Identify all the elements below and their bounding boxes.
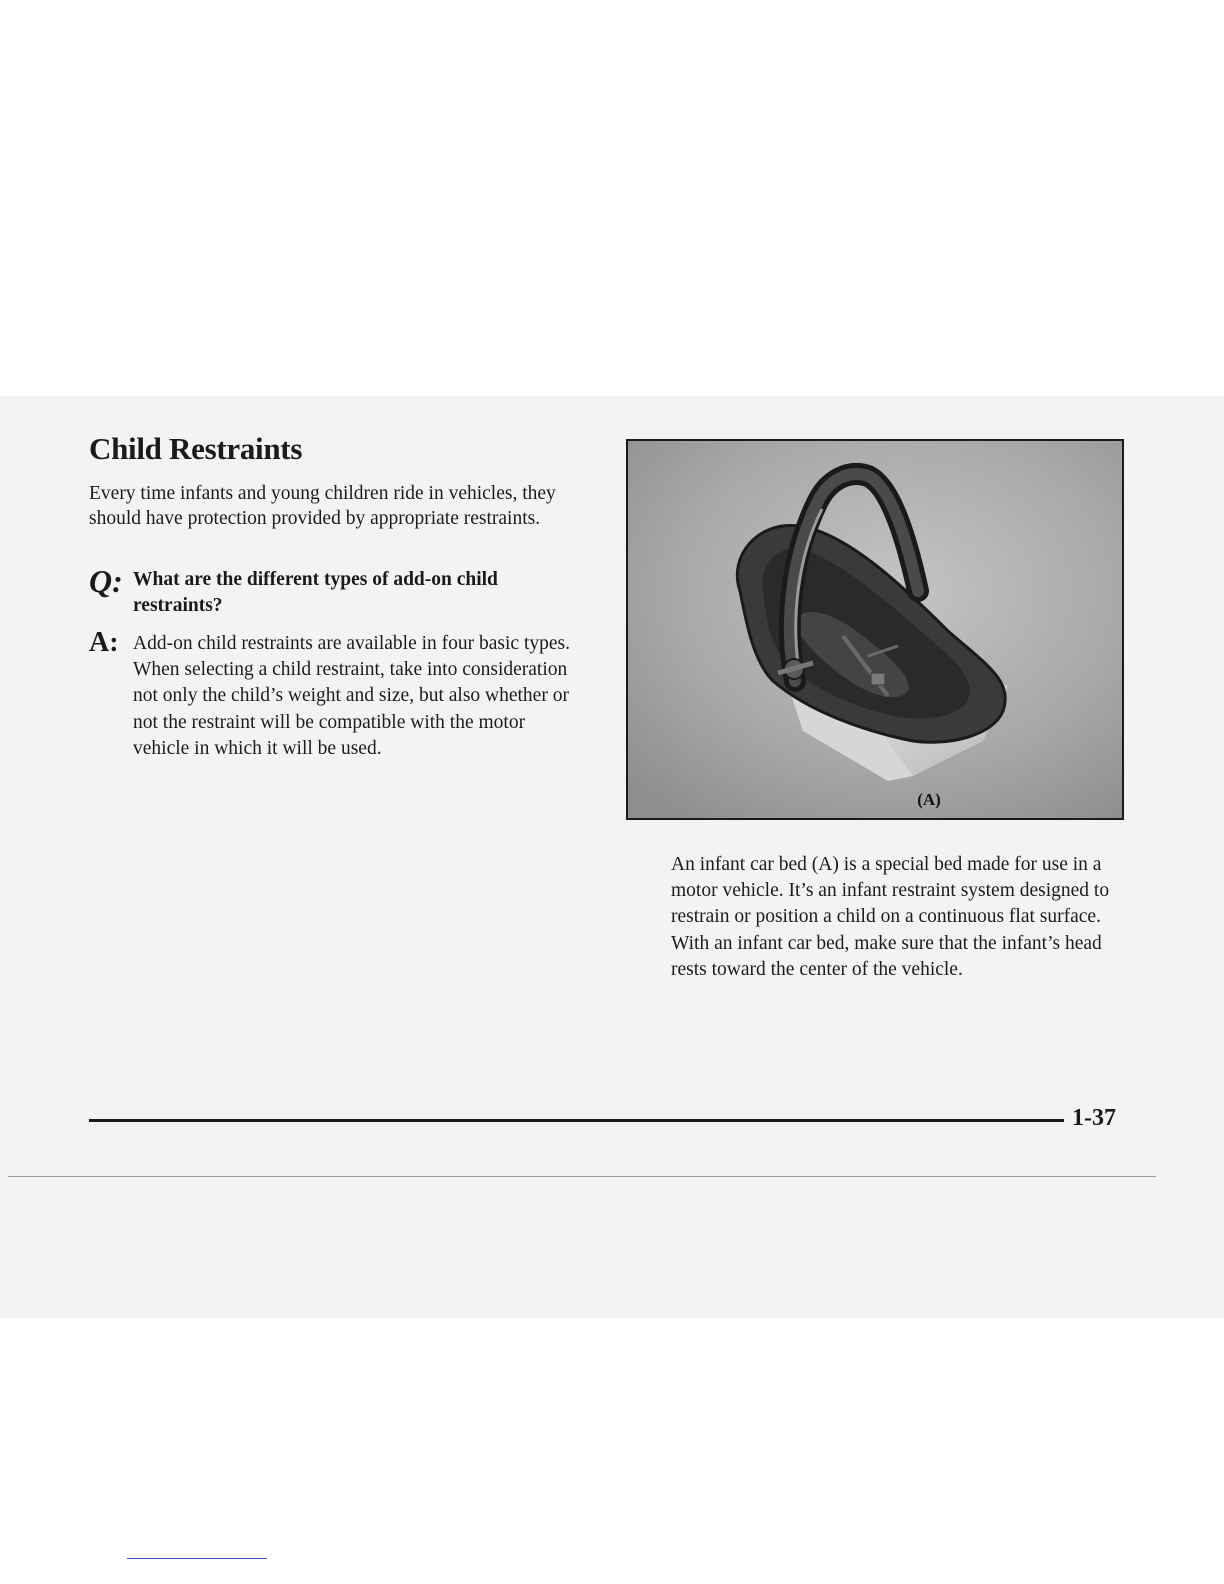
page-number: 1-37	[1072, 1105, 1116, 1131]
question-marker: Q:	[89, 563, 123, 599]
scan-edge-line	[8, 1176, 1156, 1177]
answer-marker: A:	[89, 627, 119, 658]
figure-label: (A)	[917, 790, 941, 809]
intro-paragraph: Every time infants and young children ride in vehicles, they should have protection provided by appropriate restraints.	[89, 483, 556, 529]
infant-car-bed-figure	[626, 439, 1124, 820]
bottom-rule	[127, 1558, 267, 1559]
answer-text: Add-on child restraints are available in four basic types. When selecting a child restraint, take into consideration not only the child’s weight and size, but also whether or not the restraint will be compatible with the motor vehicle in which it will be used.	[133, 633, 570, 759]
question-text: What are the different types of add-on child restraints?	[133, 569, 498, 616]
section-title: Child Restraints	[89, 431, 303, 466]
infant-car-bed-icon	[628, 441, 1122, 818]
footer-rule	[89, 1119, 1064, 1122]
figure-caption: An infant car bed (A) is a special bed made for use in a motor vehicle. It’s an infant restraint system designed to restrain or position a child on a continuous flat surface. With an infant car bed, make sure that the infant’s head rests toward the center of the vehicle.	[671, 854, 1110, 980]
